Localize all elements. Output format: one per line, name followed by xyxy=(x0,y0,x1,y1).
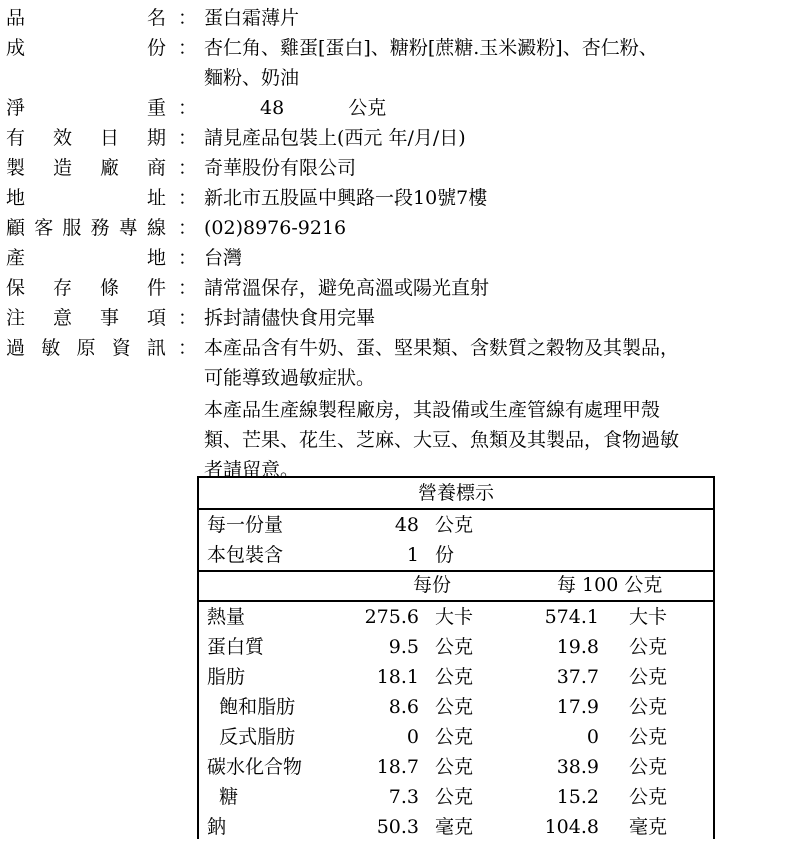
colon: ： xyxy=(178,217,198,239)
serving-size-row xyxy=(199,510,713,540)
per-100g-unit: 公克 xyxy=(629,786,668,808)
label-char: 注 xyxy=(6,307,26,329)
allergen-line: 可能導致過敏症狀。 xyxy=(204,367,376,389)
label-char: 原 xyxy=(76,337,96,359)
label-char: 效 xyxy=(52,127,72,149)
ingredients-value: 杏仁角、雞蛋[蛋白]、糖粉[蔗糖.玉米澱粉]、杏仁粉、 xyxy=(204,37,658,59)
per-100g-unit: 公克 xyxy=(629,756,668,778)
storage-value: 請常溫保存，避免高溫或陽光直射 xyxy=(204,277,490,299)
servings-label: 本包裝含 xyxy=(207,544,284,566)
per-100g-value: 104.8 xyxy=(544,816,599,838)
label-char: 成 xyxy=(6,37,26,59)
allergen-label xyxy=(6,333,166,363)
col-per-serving: 每份 xyxy=(413,574,452,596)
label-char: 日 xyxy=(99,127,119,149)
per-100g-unit: 公克 xyxy=(629,666,668,688)
nutrient-row xyxy=(199,782,713,812)
label-char: 過 xyxy=(6,337,26,359)
nutrient-name: 鈉 xyxy=(207,816,227,838)
expiry-value: 請見產品包裝上(西元 年/月/日) xyxy=(204,127,466,149)
per-100g-unit: 毫克 xyxy=(629,816,668,838)
per-serving-unit: 毫克 xyxy=(435,816,474,838)
serving-size-unit: 公克 xyxy=(435,514,474,536)
manufacturer-label xyxy=(6,153,166,183)
nutrient-name: 脂肪 xyxy=(207,666,246,688)
nutrient-row xyxy=(199,692,713,722)
column-header-row xyxy=(199,570,713,600)
per-100g-unit: 公克 xyxy=(629,696,668,718)
label-char: 期 xyxy=(146,127,166,149)
nutrient-name: 糖 xyxy=(207,786,239,808)
nutrient-name: 飽和脂肪 xyxy=(207,696,296,718)
allergen-line: 本產品生產線製程廠房，其設備或生產管線有處理甲殼 xyxy=(204,399,661,421)
nutrition-title: 營養標示 xyxy=(199,478,713,510)
colon: ： xyxy=(178,127,198,149)
label-char: 存 xyxy=(52,277,72,299)
per-serving-unit: 大卡 xyxy=(435,606,474,628)
per-serving-value: 18.1 xyxy=(376,666,419,688)
label-char: 敏 xyxy=(41,337,61,359)
label-char: 產 xyxy=(6,247,26,269)
ingredients-label xyxy=(6,33,166,63)
per-serving-value: 18.7 xyxy=(376,756,419,778)
manufacturer-value: 奇華股份有限公司 xyxy=(204,157,357,179)
label-char: 有 xyxy=(6,127,26,149)
notice-label xyxy=(6,303,166,333)
net-weight-value: 48 公克 xyxy=(260,97,387,119)
hotline-value: (02)8976-9216 xyxy=(204,217,347,239)
label-char: 造 xyxy=(52,157,72,179)
per-serving-unit: 公克 xyxy=(435,726,474,748)
name-value: 蛋白霜薄片 xyxy=(204,7,300,29)
label-char: 品 xyxy=(6,7,26,29)
per-serving-value: 8.6 xyxy=(388,696,419,718)
per-serving-unit: 公克 xyxy=(435,756,474,778)
label-char: 專 xyxy=(118,217,138,239)
nutrient-row xyxy=(199,632,713,662)
label-char: 商 xyxy=(146,157,166,179)
per-serving-unit: 公克 xyxy=(435,666,474,688)
colon: ： xyxy=(178,97,198,119)
label-char: 製 xyxy=(6,157,26,179)
label-char: 件 xyxy=(146,277,166,299)
label-char: 顧 xyxy=(6,217,26,239)
allergen-line: 類、芒果、花生、芝麻、大豆、魚類及其製品，食物過敏 xyxy=(204,429,680,451)
label-char: 重 xyxy=(146,97,166,119)
storage-label xyxy=(6,273,166,303)
per-100g-value: 574.1 xyxy=(544,606,599,628)
label-char: 名 xyxy=(146,7,166,29)
expiry-label xyxy=(6,123,166,153)
per-100g-value: 38.9 xyxy=(556,756,599,778)
nutrient-name: 蛋白質 xyxy=(207,636,265,658)
label-char: 客 xyxy=(34,217,54,239)
nutrient-row xyxy=(199,722,713,752)
label-char: 地 xyxy=(146,247,166,269)
address-label xyxy=(6,183,166,213)
label-char: 份 xyxy=(146,37,166,59)
allergen-line: 者請留意。 xyxy=(204,459,300,481)
colon: ： xyxy=(178,37,198,59)
nutrient-name: 熱量 xyxy=(207,606,246,628)
label-char: 保 xyxy=(6,277,26,299)
per-100g-unit: 公克 xyxy=(629,636,668,658)
label-char: 淨 xyxy=(6,97,26,119)
per-100g-value: 19.8 xyxy=(556,636,599,658)
hotline-label xyxy=(6,213,166,243)
label-char: 項 xyxy=(146,307,166,329)
label-char: 資 xyxy=(111,337,131,359)
per-100g-value: 37.7 xyxy=(556,666,599,688)
col-per-100g: 每 100 公克 xyxy=(557,574,663,596)
nutrient-name: 反式脂肪 xyxy=(207,726,296,748)
per-serving-value: 0 xyxy=(406,726,419,748)
colon: ： xyxy=(178,307,198,329)
serving-size-value: 48 xyxy=(394,514,419,536)
per-serving-unit: 公克 xyxy=(435,786,474,808)
label-char: 廠 xyxy=(99,157,119,179)
per-100g-value: 17.9 xyxy=(556,696,599,718)
ingredients-value-continued: 麵粉、奶油 xyxy=(204,67,300,89)
label-char: 意 xyxy=(52,307,72,329)
colon: ： xyxy=(178,7,198,29)
name-label xyxy=(6,3,166,33)
origin-label xyxy=(6,243,166,273)
per-serving-unit: 公克 xyxy=(435,696,474,718)
label-char: 地 xyxy=(6,187,26,209)
label-char: 條 xyxy=(99,277,119,299)
nutrient-row xyxy=(199,602,713,632)
per-100g-unit: 公克 xyxy=(629,726,668,748)
per-serving-value: 7.3 xyxy=(388,786,419,808)
colon: ： xyxy=(178,337,198,359)
per-100g-value: 0 xyxy=(586,726,599,748)
notice-value: 拆封請儘快食用完畢 xyxy=(204,307,376,329)
allergen-value: 本產品含有牛奶、蛋、堅果類、含麩質之穀物及其製品， xyxy=(204,337,680,359)
label-char: 事 xyxy=(99,307,119,329)
address-value: 新北市五股區中興路一段10號7樓 xyxy=(204,187,488,209)
net-weight-label xyxy=(6,93,166,123)
per-serving-value: 275.6 xyxy=(364,606,419,628)
servings-row xyxy=(199,540,713,570)
nutrient-name: 碳水化合物 xyxy=(207,756,303,778)
label-char: 訊 xyxy=(146,337,166,359)
serving-size-label: 每一份量 xyxy=(207,514,284,536)
colon: ： xyxy=(178,247,198,269)
origin-value: 台灣 xyxy=(204,247,243,269)
colon: ： xyxy=(178,277,198,299)
label-char: 務 xyxy=(90,217,110,239)
nutrition-table xyxy=(197,476,715,839)
servings-unit: 份 xyxy=(435,544,455,566)
per-serving-value: 9.5 xyxy=(388,636,419,658)
nutrient-row xyxy=(199,662,713,692)
label-char: 線 xyxy=(146,217,166,239)
per-serving-unit: 公克 xyxy=(435,636,474,658)
nutrient-row xyxy=(199,812,713,842)
nutrient-row xyxy=(199,752,713,782)
colon: ： xyxy=(178,157,198,179)
colon: ： xyxy=(178,187,198,209)
label-char: 服 xyxy=(62,217,82,239)
servings-value: 1 xyxy=(406,544,419,566)
per-serving-value: 50.3 xyxy=(376,816,419,838)
per-100g-value: 15.2 xyxy=(556,786,599,808)
label-char: 址 xyxy=(146,187,166,209)
per-100g-unit: 大卡 xyxy=(629,606,668,628)
